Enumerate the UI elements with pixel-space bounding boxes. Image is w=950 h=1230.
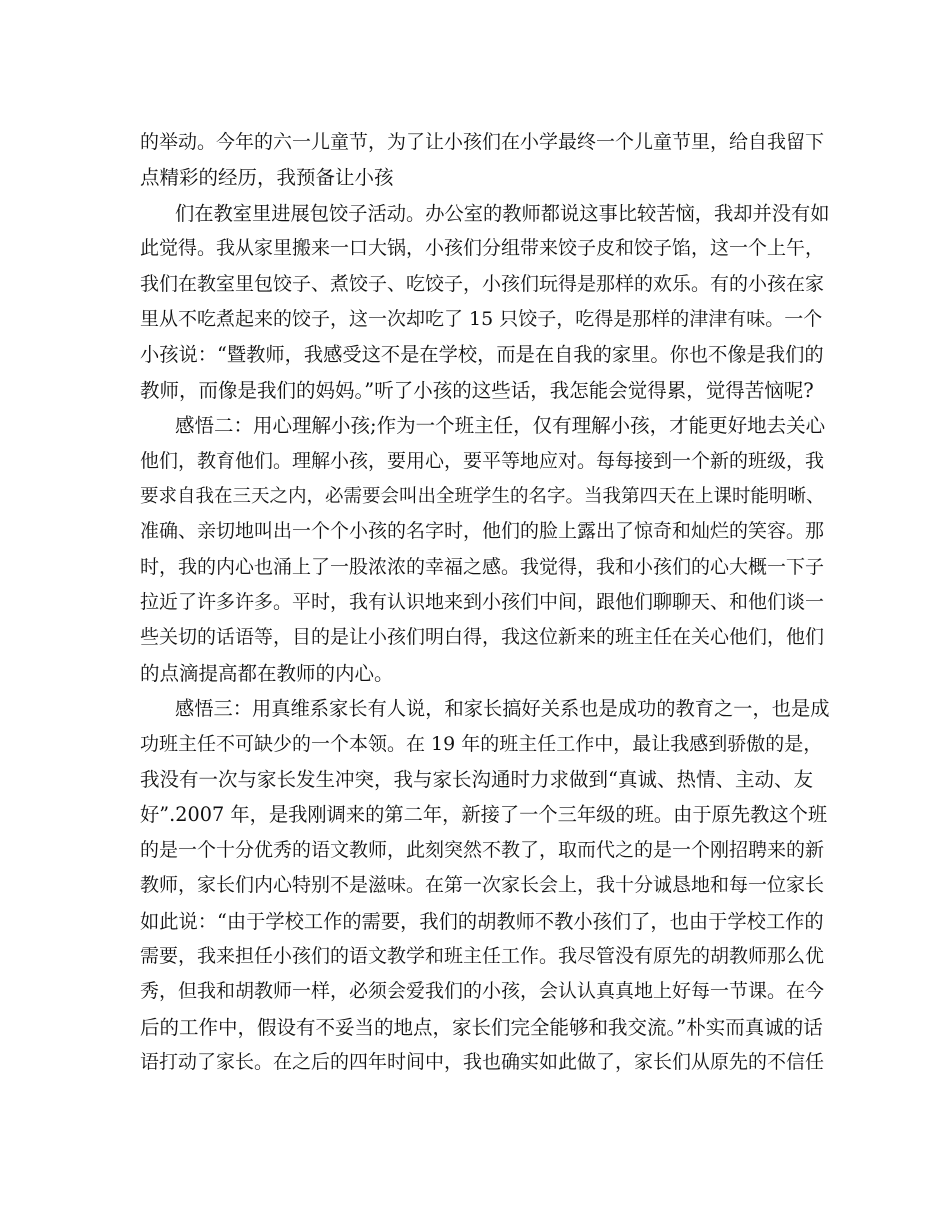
text-line: 他们，教育他们。理解小孩，要用心，要平等地应对。每每接到一个新的班级，我 xyxy=(140,449,825,472)
text-line: 语打动了家长。在之后的四年时间中，我也确实如此做了，家长们从原先的不信任 xyxy=(140,1051,825,1074)
text-line: 好”.2007 年，是我刚调来的第二年，新接了一个三年级的班。由于原先教这个班 xyxy=(140,803,828,827)
text-line: 我们在教室里包饺子、煮饺子、吃饺子，小孩们玩得是那样的欢乐。有的小孩在家 xyxy=(140,272,825,295)
text-line: 的是一个十分优秀的语文教师，此刻突然不教了，取而代之的是一个刚招聘来的新 xyxy=(140,838,825,861)
text-line: 要求自我在三天之内，必需要会叫出全班学生的名字。当我第四天在上课时能明晰、 xyxy=(140,485,825,507)
text-line: 感悟三：用真维系家长有人说，和家长搞好关系也是成功的教育之一，也是成 xyxy=(175,697,830,721)
text-line: 功班主任不可缺少的一个本领。在 19 年的班主任工作中，最让我感到骄傲的是， xyxy=(140,732,823,755)
text-line: 教师，而像是我们的妈妈。”听了小孩的这些话，我怎能会觉得累，觉得苦恼呢? xyxy=(140,378,814,402)
text-line: 里从不吃煮起来的饺子，这一次却吃了 15 只饺子，吃得是那样的津津有味。一个 xyxy=(140,307,823,330)
text-line: 需要，我来担任小孩们的语文教学和班主任工作。我尽管没有原先的胡教师那么优 xyxy=(140,944,825,967)
text-line: 的点滴提高都在教师的内心。 xyxy=(140,661,394,685)
text-line: 如此说：“由于学校工作的需要，我们的胡教师不教小孩们了，也由于学校工作的 xyxy=(140,909,824,933)
text-line: 感悟二：用心理解小孩;作为一个班主任，仅有理解小孩，才能更好地去关心 xyxy=(175,414,826,438)
text-line: 教师，家长们内心特别不是滋味。在第一次家长会上，我十分诚恳地和每一位家长 xyxy=(140,874,825,897)
text-line: 我没有一次与家长发生冲突，我与家长沟通时力求做到“真诚、热情、主动、友 xyxy=(140,768,813,792)
text-line: 小孩说：“暨教师，我感受这不是在学校，而是在自我的家里。你也不像是我们的 xyxy=(140,343,824,367)
text-line: 准确、亲切地叫出一个个小孩的名字时，他们的脸上露出了惊奇和灿烂的笑容。那 xyxy=(140,520,825,543)
text-line: 的举动。今年的六一儿童节，为了让小孩们在小学最终一个儿童节里，给自我留下 xyxy=(140,131,825,153)
text-line: 此觉得。我从家里搬来一口大锅，小孩们分组带来饺子皮和饺子馅，这一个上午， xyxy=(140,237,825,260)
text-line: 秀，但我和胡教师一样，必须会爱我们的小孩，会认认真真地上好每一节课。在今 xyxy=(140,980,825,1003)
text-line: 后的工作中，假设有不妥当的地点，家长们完全能够和我交流。”朴实而真诚的话 xyxy=(140,1015,823,1039)
text-line: 拉近了许多许多。平时，我有认识地来到小孩们中间，跟他们聊聊天、和他们谈一 xyxy=(140,591,825,614)
body-text xyxy=(140,125,830,1081)
text-line: 时，我的内心也涌上了一股浓浓的幸福之感。我觉得，我和小孩们的心大概一下子 xyxy=(140,555,825,578)
text-line: 们在教室里进展包饺子活动。办公室的教师都说这事比较苦恼，我却并没有如 xyxy=(175,201,830,225)
text-line: 点精彩的经历，我预备让小孩 xyxy=(140,166,394,190)
text-line: 些关切的话语等，目的是让小孩们明白得，我这位新来的班主任在关心他们，他们 xyxy=(140,626,825,649)
